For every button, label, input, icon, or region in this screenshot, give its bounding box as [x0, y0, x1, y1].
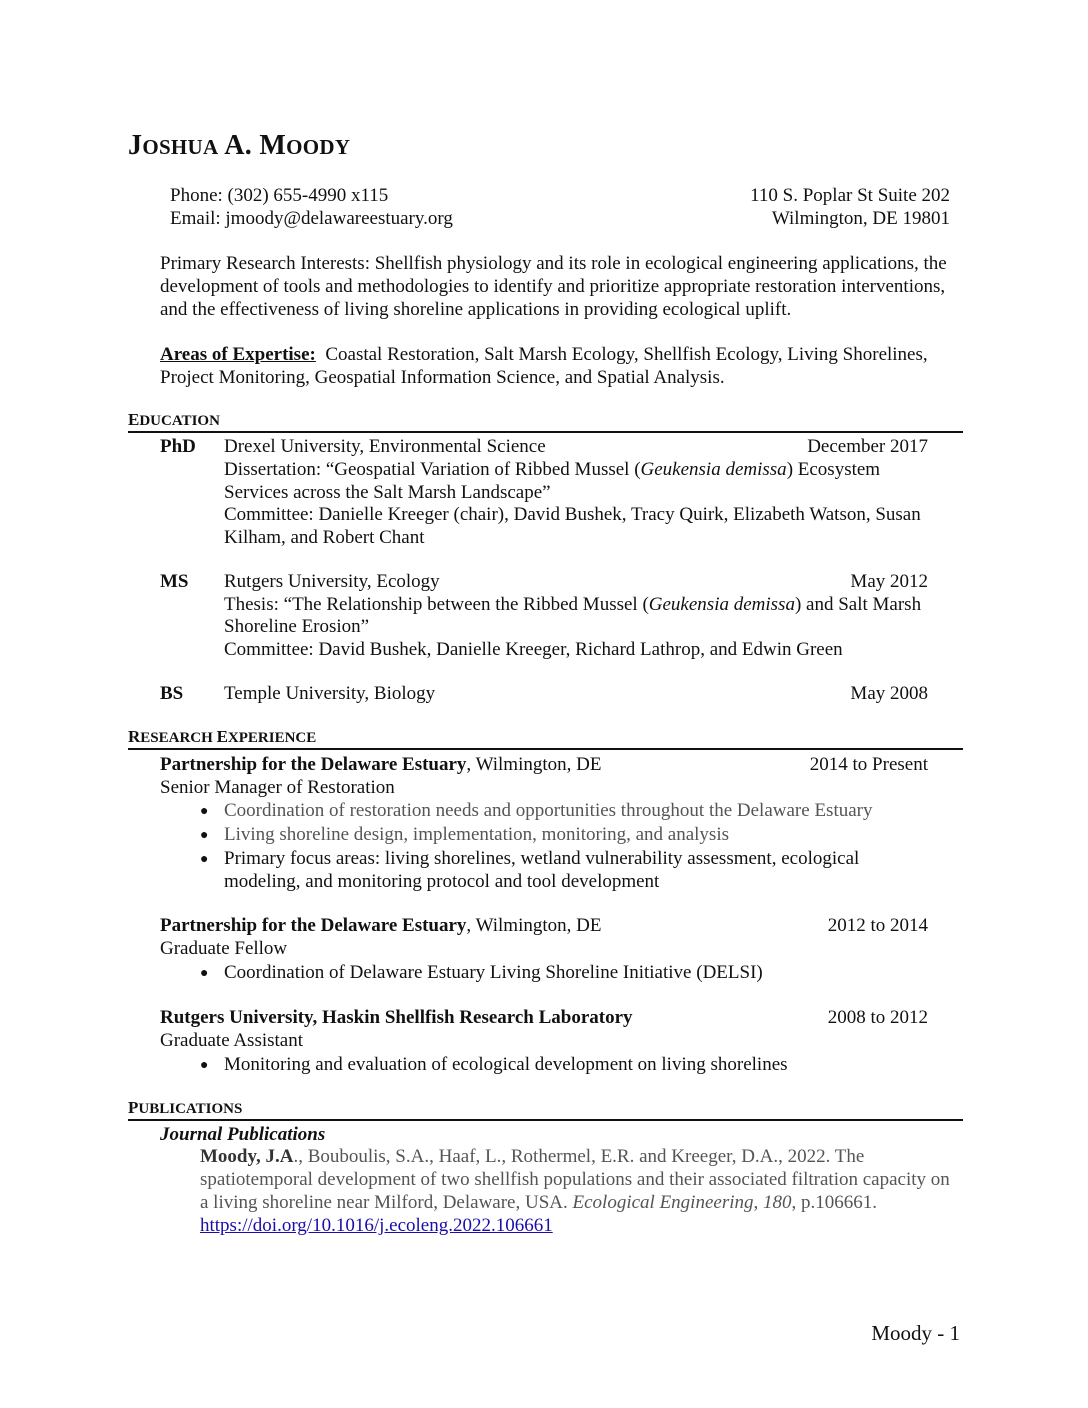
bullet-icon: ●	[200, 852, 209, 867]
phd-dissertation: Dissertation: “Geospatial Variation of Ribbed Mussel (Geukensia demissa) Ecosystem	[224, 459, 881, 480]
job1-bullet-1: Coordination of restoration needs and opportunities throughout the Delaware Estuary	[224, 800, 873, 821]
contact-email: Email: jmoody@delawareestuary.org	[170, 208, 453, 229]
job3-bullet-1: Monitoring and evaluation of ecological development on living shorelines	[224, 1054, 788, 1075]
areas-of-expertise	[160, 343, 960, 389]
publication-doi-link[interactable]: https://doi.org/10.1016/j.ecoleng.2022.106661	[200, 1215, 553, 1236]
education-heading: EDUCATION	[128, 411, 963, 433]
bs-degree: BS	[160, 683, 184, 704]
page-number: Moody - 1	[871, 1321, 960, 1345]
address-line-1: 110 S. Poplar St Suite 202	[750, 185, 950, 206]
phd-committee: Committee: Danielle Kreeger (chair), David Bushek, Tracy Quirk, Elizabeth Watson, Susan	[224, 504, 921, 525]
expertise-text: Coastal Restoration, Salt Marsh Ecology, Shellfish Ecology, Living Shorelines, Project Monitoring, Geospatial Information Science, and Spatial Analysis.	[160, 344, 928, 388]
job3-org: Rutgers University, Haskin Shellfish Research Laboratory	[160, 1007, 633, 1028]
bullet-icon: ●	[200, 828, 209, 843]
bullet-icon: ●	[200, 966, 209, 981]
ms-committee: Committee: David Bushek, Danielle Kreeger, Richard Lathrop, and Edwin Green	[224, 639, 843, 660]
bs-school: Temple University, Biology	[224, 683, 436, 704]
job1-date: 2014 to Present	[809, 754, 928, 775]
job2-date: 2012 to 2014	[827, 915, 928, 936]
expertise-label: Areas of Expertise:	[160, 344, 316, 365]
bs-date: May 2008	[850, 683, 928, 704]
job2-bullet-1: Coordination of Delaware Estuary Living Shoreline Initiative (DELSI)	[224, 962, 763, 983]
contact-phone: Phone: (302) 655-4990 x115	[170, 185, 389, 206]
phd-school: Drexel University, Environmental Science	[224, 436, 546, 457]
resume-name: JOSHUA A. MOODY	[128, 130, 351, 161]
job3-date: 2008 to 2012	[827, 1007, 928, 1028]
publication-entry: Moody, J.A., Bouboulis, S.A., Haaf, L., Rothermel, E.R. and Kreeger, D.A., 2022. The spatiotemporal development of two shellfish populations and their associated filtration capacity on a living shoreline near Milford, Delaware, USA. Ecological Engineering, 180, p.106661. https://doi.org/10.1016/j.ecoleng.2022.106661	[200, 1146, 950, 1236]
address-line-2: Wilmington, DE 19801	[771, 208, 950, 229]
phd-degree: PhD	[160, 436, 196, 457]
research-heading: RESEARCH EXPERIENCE	[128, 728, 963, 750]
job1-title: Senior Manager of Restoration	[160, 777, 395, 798]
job1-org: Partnership for the Delaware Estuary, Wilmington, DE	[160, 754, 602, 775]
phd-committee-cont: Kilham, and Robert Chant	[224, 527, 425, 548]
ms-school: Rutgers University, Ecology	[224, 571, 440, 592]
publications-heading: PUBLICATIONS	[128, 1099, 963, 1121]
job1-bullet-2: Living shoreline design, implementation, monitoring, and analysis	[224, 824, 730, 845]
phd-dissertation-cont: Services across the Salt Marsh Landscape”	[224, 482, 551, 503]
phd-date: December 2017	[807, 436, 928, 457]
job2-title: Graduate Fellow	[160, 938, 288, 959]
bullet-icon: ●	[200, 1058, 209, 1073]
ms-thesis: Thesis: “The Relationship between the Ribbed Mussel (Geukensia demissa) and Salt Marsh	[224, 594, 922, 615]
job3-title: Graduate Assistant	[160, 1030, 304, 1051]
job1-bullet-3: Primary focus areas: living shorelines, wetland vulnerability assessment, ecological modeling, and monitoring protocol and tool development	[224, 848, 860, 892]
bullet-icon: ●	[200, 804, 209, 819]
ms-degree: MS	[160, 571, 189, 592]
job2-org: Partnership for the Delaware Estuary, Wilmington, DE	[160, 915, 602, 936]
ms-date: May 2012	[850, 571, 928, 592]
ms-thesis-cont: Shoreline Erosion”	[224, 616, 370, 637]
journal-publications-subheading: Journal Publications	[160, 1124, 326, 1145]
research-interests: Primary Research Interests: Shellfish physiology and its role in ecological engineering applications, the development of tools and methodologies to identify and prioritize appropriate restoration interventions, and the effectiveness of living shoreline applications in providing ecological uplift.	[160, 253, 947, 320]
